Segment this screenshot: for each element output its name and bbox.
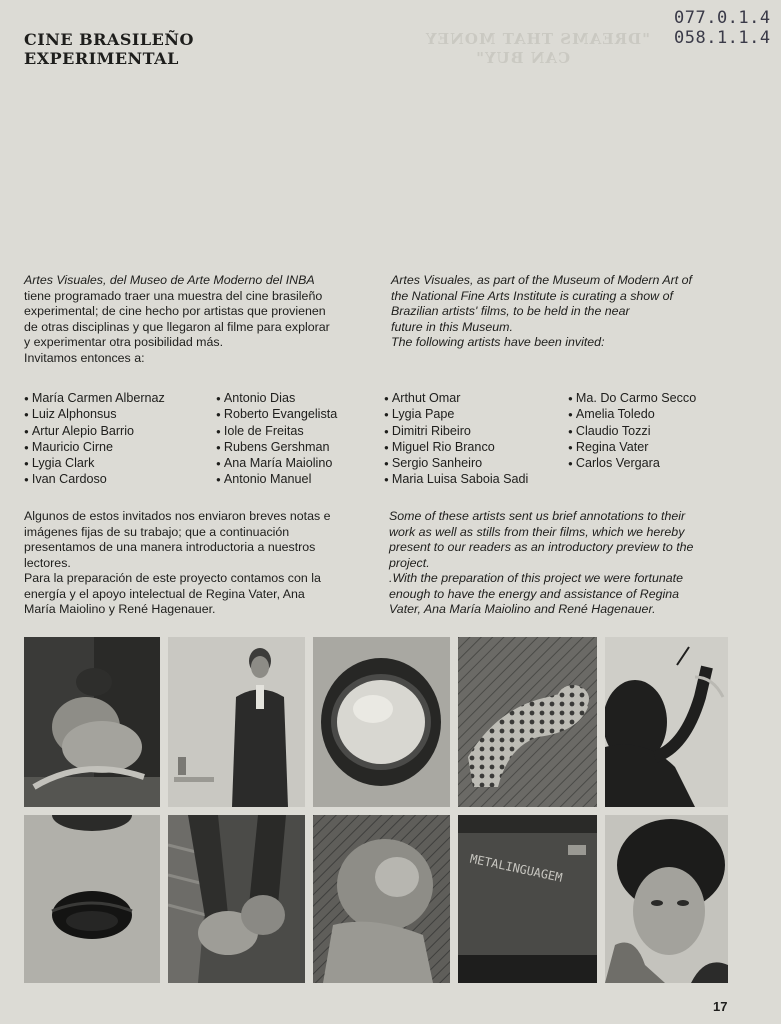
intro-en-line: The following artists have been invited: — [391, 335, 605, 349]
artist-name: ● Ivan Cardoso — [24, 472, 165, 488]
notes-en-line: project. — [389, 555, 430, 570]
notes-es-line: lectores. — [24, 555, 71, 570]
film-still-open-mouth-with-egg — [313, 637, 450, 807]
film-still-silhouette-painting — [605, 637, 728, 807]
intro-en-line: future in this Museum. — [391, 319, 513, 334]
artist-name: ● Claudio Tozzi — [568, 424, 696, 440]
notes-en-line: present to our readers as an introductory preview to the — [389, 540, 694, 554]
artist-name: ● Mauricio Cirne — [24, 440, 165, 456]
artist-name: ● Antonio Dias — [216, 391, 337, 407]
notes-english — [389, 509, 759, 618]
artist-name: ● Luiz Alphonsus — [24, 407, 165, 423]
title-line-2: EXPERIMENTAL — [24, 49, 179, 68]
intro-es-line: Artes Visuales, del Museo de Arte Moderno del INBA — [24, 273, 315, 287]
archive-code-2: 058.1.1.4 — [674, 28, 771, 48]
svg-text:METALINGUAGEM: METALINGUAGEM — [468, 851, 564, 885]
notes-es-line: María Maiolino y René Hagenauer. — [24, 602, 216, 616]
film-still-leopard — [458, 637, 597, 807]
notes-es-line: Para la preparación de este proyecto contamos con la — [24, 571, 321, 585]
film-still-graffiti-wall — [458, 815, 597, 983]
notes-en-line: enough to have the energy and assistance of Regina — [389, 586, 680, 601]
artist-name: ● Maria Luisa Saboia Sadi — [384, 472, 528, 488]
intro-en-line: Brazilian artists' films, to be held in the near — [391, 304, 630, 318]
intro-es-line: Invitamos entonces a: — [24, 350, 145, 365]
artist-name: ● Lygia Pape — [384, 407, 528, 423]
artist-name: ● Miguel Rio Branco — [384, 440, 528, 456]
notes-en-line: work as well as stills from their films, which we hereby — [389, 524, 685, 539]
artist-name: ● Amelia Toledo — [568, 407, 696, 423]
ghost-line-2: CAN BUY" — [475, 49, 570, 67]
notes-en-line: Vater, Ana María Maiolino and René Hagenauer. — [389, 602, 656, 616]
film-still-man-in-suit — [168, 637, 305, 807]
film-still-young-man-portrait — [605, 815, 728, 983]
intro-en-line: the National Fine Arts Institute is curating a show of — [391, 288, 673, 303]
artist-name: ● Rubens Gershman — [216, 440, 337, 456]
artist-name: ● Iole de Freitas — [216, 424, 337, 440]
artist-name: ● Ma. Do Carmo Secco — [568, 391, 696, 407]
archive-code — [674, 8, 771, 48]
notes-es-line: energía y el apoyo intelectual de Regina Vater, Ana — [24, 586, 305, 601]
title-line-1: CINE BRASILEÑO — [24, 30, 194, 49]
intro-en-line: Artes Visuales, as part of the Museum of Modern Art of — [391, 273, 692, 287]
artist-name: ● Arthut Omar — [384, 391, 528, 407]
film-still-lips-face — [24, 815, 160, 983]
bleed-through-text — [400, 30, 650, 68]
notes-es-line: imágenes fijas de su trabajo; que a continuación — [24, 524, 290, 539]
artist-name: ● Roberto Evangelista — [216, 407, 337, 423]
film-still-lion — [313, 815, 450, 983]
artist-list-col-2 — [216, 391, 337, 489]
artist-name: ● Ana María Maiolino — [216, 456, 337, 472]
intro-es-line: tiene programado traer una muestra del cine brasileño — [24, 288, 323, 303]
notes-es-line: Algunos de estos invitados nos enviaron breves notas e — [24, 509, 331, 523]
intro-es-line: experimental; de cine hecho por artistas que provienen — [24, 304, 326, 318]
notes-en-line: Some of these artists sent us brief annotations to their — [389, 509, 686, 523]
page-number: 17 — [713, 999, 728, 1014]
notes-spanish — [24, 509, 379, 618]
page-title — [24, 30, 194, 68]
artist-list-col-3 — [384, 391, 528, 489]
notes-es-line: presentamos de una manera introductoria a nuestros — [24, 540, 316, 554]
film-still-clasped-hands — [168, 815, 305, 983]
notes-en-line: .With the preparation of this project we were fortunate — [389, 571, 683, 585]
artist-name: ● Sergio Sanheiro — [384, 456, 528, 472]
artist-name: ● Dimitri Ribeiro — [384, 424, 528, 440]
artist-name: ● Antonio Manuel — [216, 472, 337, 488]
artist-name: ● Regina Vater — [568, 440, 696, 456]
intro-english — [391, 273, 751, 351]
artist-list-col-1 — [24, 391, 165, 489]
film-still-reclining-figure — [24, 637, 160, 807]
intro-es-line: y experimentar otra posibilidad más. — [24, 335, 224, 349]
archive-code-1: 077.0.1.4 — [674, 8, 771, 28]
artist-name: ● Carlos Vergara — [568, 456, 696, 472]
artist-list-col-4 — [568, 391, 696, 472]
intro-spanish — [24, 273, 379, 366]
artist-name: ● Lygia Clark — [24, 456, 165, 472]
ghost-line-1: "DREAMS THAT MONEY — [424, 30, 650, 48]
artist-name: ● Artur Alepio Barrio — [24, 424, 165, 440]
intro-es-line: de otras disciplinas y que llegaron al filme para explorar — [24, 319, 330, 334]
artist-name: ● María Carmen Albernaz — [24, 391, 165, 407]
